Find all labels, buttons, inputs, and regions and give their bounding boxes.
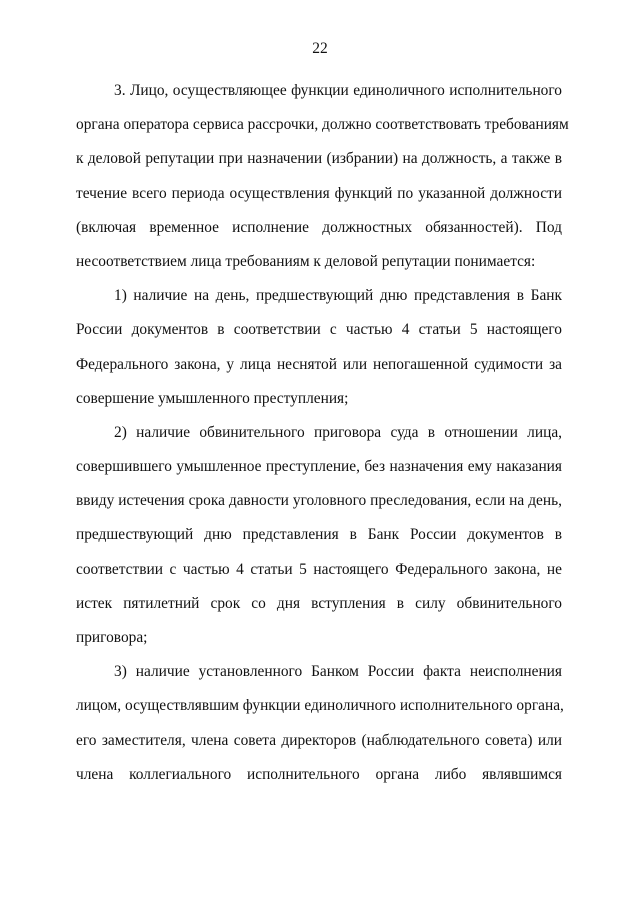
text-line: приговора; xyxy=(76,629,148,646)
text-line: истек пятилетний срок со дня вступления в силу обвинительного xyxy=(76,594,562,612)
text-line: течение всего периода осуществления функций по указанной должности xyxy=(76,184,562,202)
text-line: предшествующий дню представления в Банк России документов в xyxy=(76,526,562,544)
text-line: члена коллегиального исполнительного органа либо являвшимся xyxy=(76,765,562,783)
text-line: (включая временное исполнение должностных обязанностей). Под xyxy=(76,218,562,236)
text-line: России документов в соответствии с частью 4 статьи 5 настоящего xyxy=(76,321,562,339)
text-line: совершившего умышленное преступление, без назначения ему наказания xyxy=(76,458,562,476)
text-line: 3) наличие установленного Банком России факта неисполнения xyxy=(114,663,562,681)
text-line: органа оператора сервиса рассрочки, должно соответствовать требованиям xyxy=(76,116,569,134)
text-line: его заместителя, члена совета директоров (наблюдательного совета) или xyxy=(76,731,562,749)
text-line: 3. Лицо, осуществляющее функции единоличного исполнительного xyxy=(114,82,562,99)
text-line: к деловой репутации при назначении (избрании) на должность, а также в xyxy=(76,150,562,168)
text-line: соответствии с частью 4 статьи 5 настоящего Федерального закона, не xyxy=(76,560,562,578)
text-line: Федерального закона, у лица неснятой или непогашенной судимости за xyxy=(76,355,562,373)
text-line: 2) наличие обвинительного приговора суда в отношении лица, xyxy=(114,423,562,441)
text-line: ввиду истечения срока давности уголовного преследования, если на день, xyxy=(76,492,562,510)
text-line: 1) наличие на день, предшествующий дню представления в Банк xyxy=(114,287,562,305)
text-line: лицом, осуществлявшим функции единоличного исполнительного органа, xyxy=(76,697,564,715)
page-number: 22 xyxy=(312,40,328,57)
text-line: несоответствием лица требованиям к деловой репутации понимается: xyxy=(76,252,536,270)
document-body xyxy=(76,74,569,792)
text-line: совершение умышленного преступления; xyxy=(76,389,349,407)
